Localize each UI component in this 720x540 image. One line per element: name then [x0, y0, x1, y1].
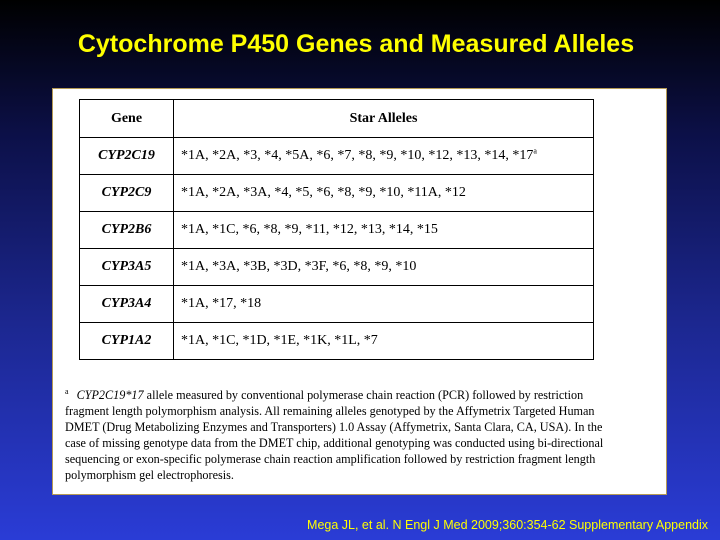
gene-cell: CYP3A5: [80, 249, 174, 286]
footnote-marker: a: [65, 386, 69, 396]
table-footnote: [65, 387, 661, 483]
table-header-row: [80, 100, 594, 138]
table-row: [80, 212, 594, 249]
table-row: [80, 138, 594, 175]
footnote-gene-ref: CYP2C19*17: [76, 388, 144, 402]
gene-cell: CYP2B6: [80, 212, 174, 249]
footnote-line: fragment length polymorphism analysis. All remaining alleles genotyped by the Affymetrix Targeted Human: [65, 404, 595, 418]
footnote-marker: a: [533, 146, 537, 156]
alleles-cell: *1A, *2A, *3A, *4, *5, *6, *8, *9, *10, *11A, *12: [174, 175, 594, 212]
alleles-cell: *1A, *3A, *3B, *3D, *3F, *6, *8, *9, *10: [174, 249, 594, 286]
footnote-line: [65, 387, 661, 403]
alleles-table: [79, 99, 594, 360]
document-panel: [52, 88, 667, 495]
table-row: [80, 286, 594, 323]
alleles-text: *1A, *2A, *3, *4, *5A, *6, *7, *8, *9, *10, *12, *13, *14, *17: [181, 148, 534, 163]
footnote-line: sequencing or exon-specific polymerase chain reaction amplification followed by restriction fragment length: [65, 452, 596, 466]
citation: Mega JL, et al. N Engl J Med 2009;360:354-62 Supplementary Appendix: [307, 518, 708, 532]
footnote-line: DMET (Drug Metabolizing Enzymes and Transporters) 1.0 Assay (Affymetrix, Santa Clara, CA, USA). In the: [65, 420, 603, 434]
gene-cell: CYP1A2: [80, 323, 174, 360]
gene-cell: CYP2C9: [80, 175, 174, 212]
table-row: [80, 249, 594, 286]
slide-title: Cytochrome P450 Genes and Measured Alleles: [77, 30, 635, 58]
gene-cell: CYP3A4: [80, 286, 174, 323]
alleles-cell: [174, 138, 594, 175]
header-gene: Gene: [80, 100, 174, 138]
footnote-line: case of missing genotype data from the DMET chip, additional genotyping was conducted using bi-directional: [65, 436, 604, 450]
footnote-line: polymorphism gel electrophoresis.: [65, 468, 234, 482]
gene-cell: CYP2C19: [80, 138, 174, 175]
table-row: [80, 323, 594, 360]
footnote-text: allele measured by conventional polymerase chain reaction (PCR) followed by restriction: [143, 388, 584, 402]
alleles-cell: *1A, *17, *18: [174, 286, 594, 323]
alleles-cell: *1A, *1C, *1D, *1E, *1K, *1L, *7: [174, 323, 594, 360]
header-star-alleles: Star Alleles: [174, 100, 594, 138]
alleles-cell: *1A, *1C, *6, *8, *9, *11, *12, *13, *14, *15: [174, 212, 594, 249]
table-row: [80, 175, 594, 212]
